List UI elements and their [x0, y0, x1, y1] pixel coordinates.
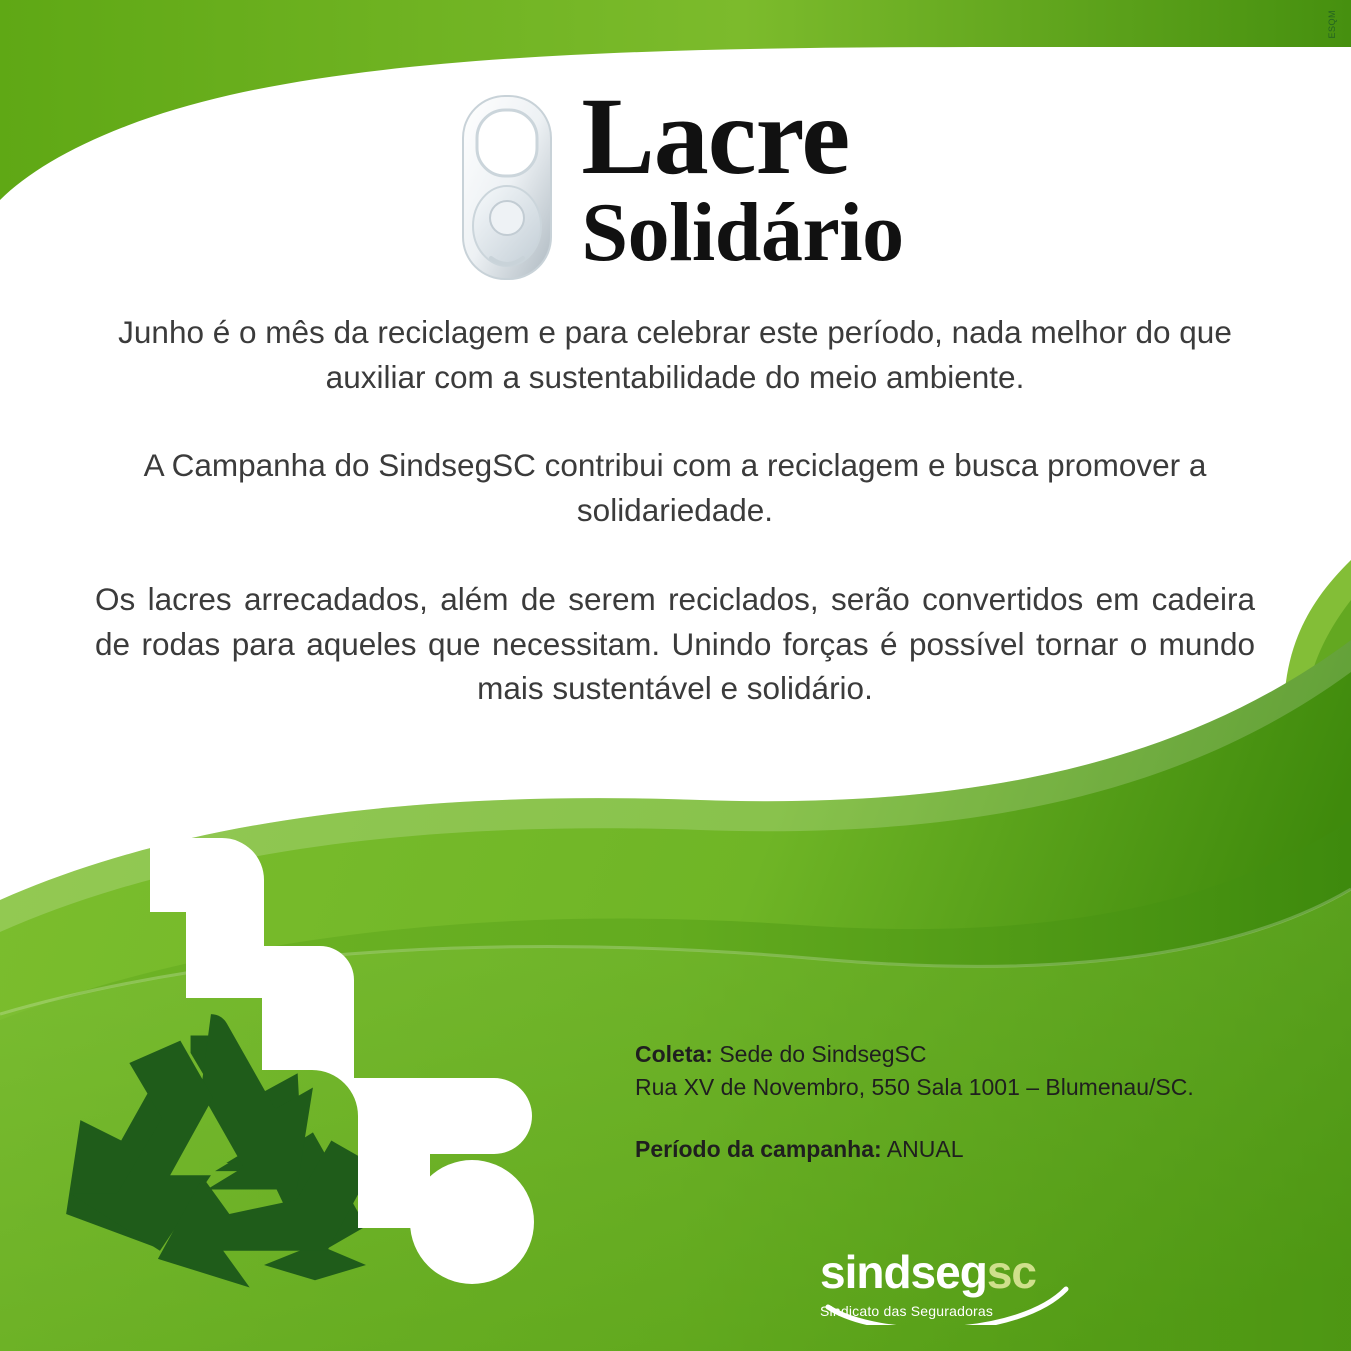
- can-tab-pull-icon: [447, 90, 567, 285]
- paragraph-1: Junho é o mês da reciclagem e para celebrar este período, nada melhor do que auxiliar com a sustentabilidade do meio ambiente.: [118, 314, 1232, 395]
- logo-wordmark: sindseg: [820, 1246, 987, 1298]
- logo-suffix: sc: [986, 1246, 1036, 1298]
- address-line: Rua XV de Novembro, 550 Sala 1001 – Blumenau/SC.: [635, 1074, 1194, 1101]
- info-spacer: [635, 1105, 1295, 1133]
- body-copy: [95, 310, 1255, 755]
- paragraph-2: A Campanha do SindsegSC contribui com a reciclagem e busca promover a solidariedade.: [143, 447, 1207, 529]
- collection-info: [635, 1038, 1295, 1166]
- coleta-line: [635, 1038, 1295, 1071]
- title-block: [581, 75, 904, 279]
- title-sub: Solidário: [581, 185, 904, 279]
- logo-tagline: Sindicato das Seguradoras: [820, 1303, 994, 1319]
- coleta-value: Sede do SindsegSC: [719, 1041, 927, 1067]
- period-label: Período da campanha:: [635, 1135, 882, 1162]
- period-value: ANUAL: [886, 1135, 964, 1162]
- corner-code: ESQM: [1327, 10, 1337, 39]
- coleta-label: Coleta:: [635, 1041, 713, 1067]
- paragraph-3: Os lacres arrecadados, além de serem reciclados, serão convertidos em cadeira de rodas para aqueles que necessitam. Unindo forças é possível tornar o mundo mais sustentável e solidário.: [95, 580, 1255, 707]
- title-main: Lacre: [581, 75, 850, 197]
- header: [0, 75, 1351, 285]
- period-line: [635, 1133, 1295, 1166]
- sindseg-logo: [820, 1245, 1080, 1319]
